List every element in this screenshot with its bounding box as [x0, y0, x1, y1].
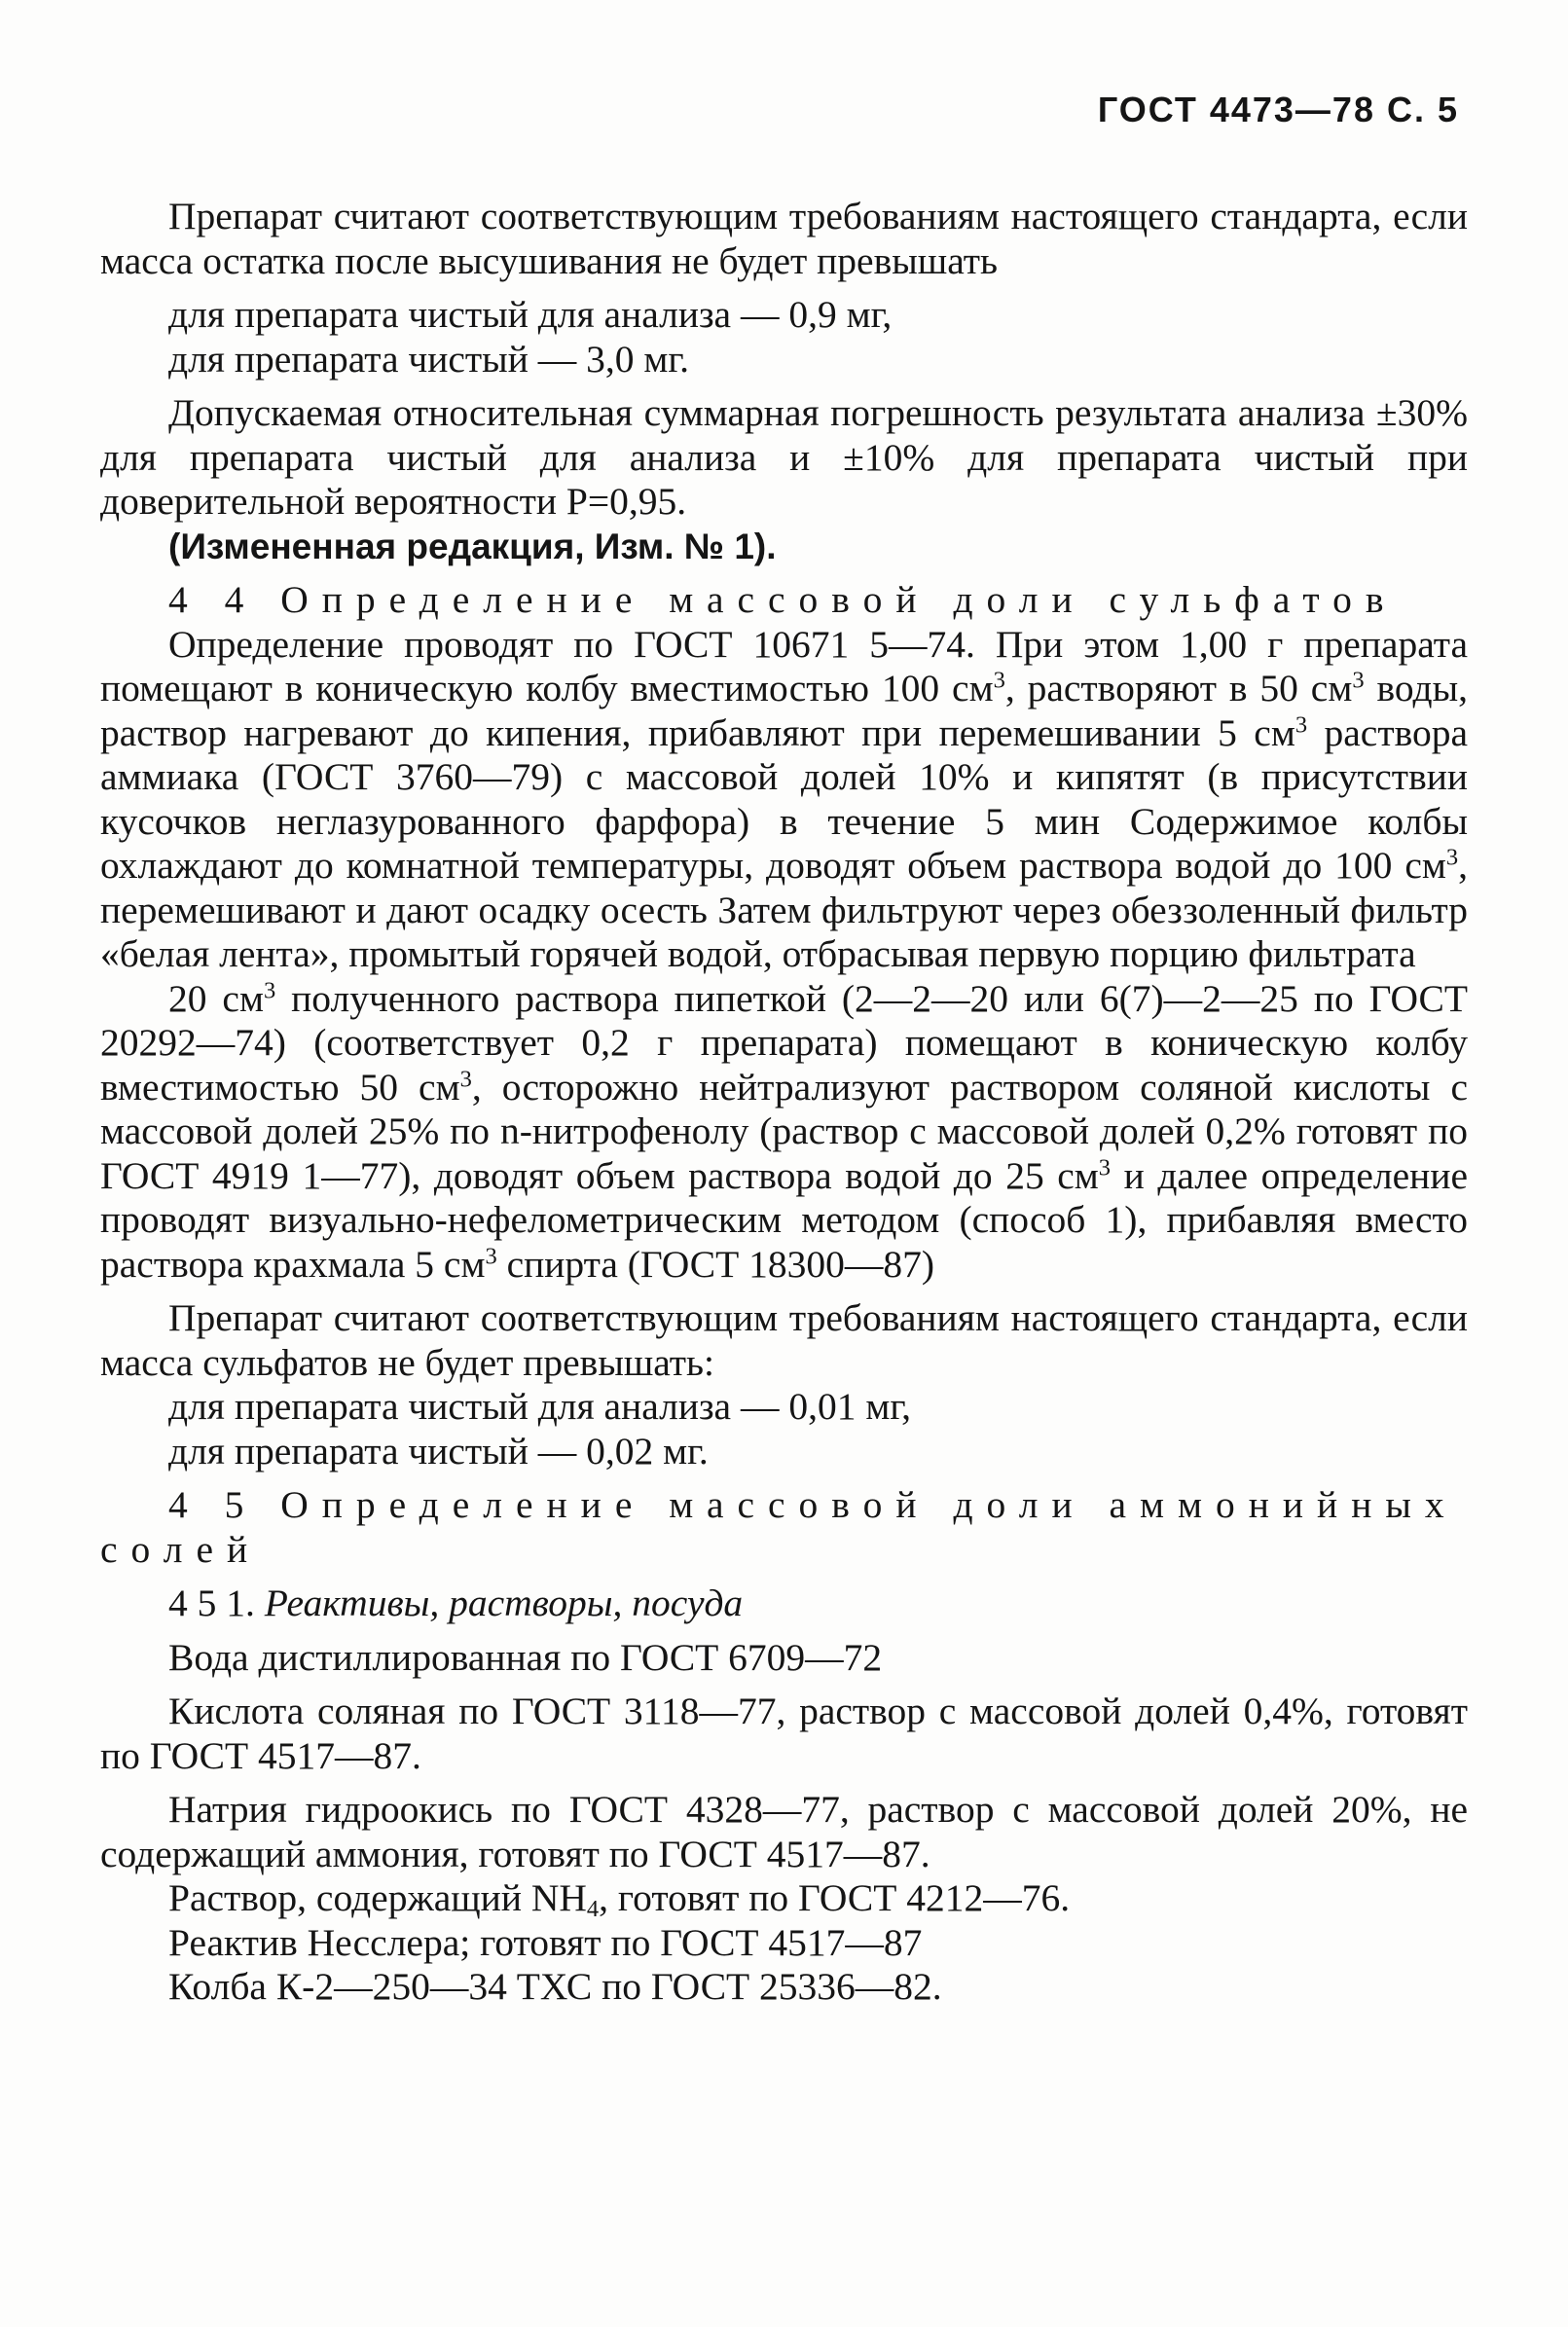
subsection-title: Реактивы, растворы, посуда — [264, 1582, 744, 1624]
superscript: 3 — [1445, 844, 1459, 871]
paragraph-sulfate-procedure — [100, 623, 1468, 977]
subsection-heading-4-5-1 — [100, 1582, 1468, 1626]
superscript: 3 — [1352, 667, 1365, 694]
reagent-nessler: Реактив Несслера; готовят по ГОСТ 4517—87 — [168, 1920, 923, 1964]
text-run: воды, раствор нагревают до кипения, прибавляют при перемешивании 5 см — [100, 667, 1468, 754]
text-run: , готовят по ГОСТ 4212—76. — [599, 1876, 1071, 1919]
paragraph-sulfate-analysis — [100, 977, 1468, 1288]
superscript: 3 — [459, 1066, 472, 1093]
text-run: , перемешивают и дают осадку осесть Затем фильтруют через обеззоленный фильтр «белая лента», промытый горячей водой, отбрасывая первую порцию фильтрата — [100, 844, 1468, 975]
superscript: 3 — [993, 667, 1005, 694]
text-run: Раствор, содержащий NH — [168, 1876, 587, 1919]
paragraph-error-tolerance: Допускаемая относительная суммарная погрешность результата анализа ±30% для препарата чистый для анализа и ±10% для препарата чистый при доверительной вероятности P=0,95. — [100, 391, 1468, 523]
subsection-number: 4 5 1. — [168, 1582, 265, 1624]
reagent-ammonium-solution — [100, 1876, 1468, 1921]
amendment-note: (Измененная редакция, Изм. № 1). — [168, 526, 777, 566]
superscript: 3 — [1098, 1154, 1112, 1182]
list-item: для препарата чистый — 0,02 мг. — [168, 1429, 709, 1473]
reagent-sodium-hydroxide: Натрия гидроокись по ГОСТ 4328—77, раствор с массовой долей 20%, не содержащий аммония, готовят по ГОСТ 4517—87. — [100, 1788, 1468, 1875]
section-heading-4-5: 4 5 Определение массовой доли аммонийных солей — [100, 1483, 1458, 1571]
paragraph-residue-requirement: Препарат считают соответствующим требованиям настоящего стандарта, если масса остатка после высушивания не будет превышать — [100, 195, 1468, 282]
subscript: 4 — [586, 1896, 600, 1923]
text-run: и далее определение проводят визуально-нефелометрическим методом (способ 1), прибавляя вместо раствора крахмала 5 см — [100, 1153, 1468, 1286]
page-body — [100, 195, 1468, 2010]
superscript: 3 — [263, 977, 276, 1004]
equipment-flask: Колба К-2—250—34 ТХС по ГОСТ 25336—82. — [168, 1965, 942, 2008]
text-run: Определение проводят по ГОСТ 10671 5—74. При этом 1,00 г препарата помещают в коническую колбу вместимостью 100 см — [100, 622, 1468, 709]
text-run: спирта (ГОСТ 18300—87) — [496, 1242, 935, 1286]
list-item: для препарата чистый для анализа — 0,9 мг, — [168, 293, 893, 336]
text-run: , растворяют в 50 см — [1004, 667, 1353, 709]
reagent-water: Вода дистиллированная по ГОСТ 6709—72 — [168, 1635, 883, 1679]
paragraph-sulfate-requirement: Препарат считают соответствующим требованиям настоящего стандарта, если масса сульфатов не будет превышать: — [100, 1296, 1468, 1384]
text-run: раствора аммиака (ГОСТ 3760—79) с массовой долей 10% и кипятят (в присутствии кусочков неглазурованного фарфора) в течение 5 мин Содержимое колбы охлаждают до комнатной температуры, доводят объем раствора водой до 100 см — [100, 710, 1468, 887]
superscript: 3 — [1295, 711, 1308, 739]
page-header: ГОСТ 4473—78 С. 5 — [1097, 90, 1459, 129]
list-item: для препарата чистый для анализа — 0,01 мг, — [168, 1385, 911, 1428]
superscript: 3 — [485, 1243, 497, 1270]
text-run: полученного раствора пипеткой (2—2—20 или 6(7)—2—25 по ГОСТ 20292—74) (соответствует 0,2 г препарата) помещают в коническую колбу вместимостью 50 см — [100, 976, 1468, 1109]
reagent-hydrochloric-acid: Кислота соляная по ГОСТ 3118—77, раствор с массовой долей 0,4%, готовят по ГОСТ 4517—87. — [100, 1690, 1468, 1777]
section-heading-4-4: 4 4 Определение массовой доли сульфатов — [168, 578, 1398, 621]
text-run: , осторожно нейтрализуют раствором соляной кислоты с массовой долей 25% по n-нитрофенолу (раствор с массовой долей 0,2% готовят по ГОСТ 4919 1—77), доводят объем раствора водой до 25 см — [100, 1065, 1469, 1197]
text-run: 20 см — [168, 976, 264, 1020]
list-item: для препарата чистый — 3,0 мг. — [168, 337, 689, 381]
